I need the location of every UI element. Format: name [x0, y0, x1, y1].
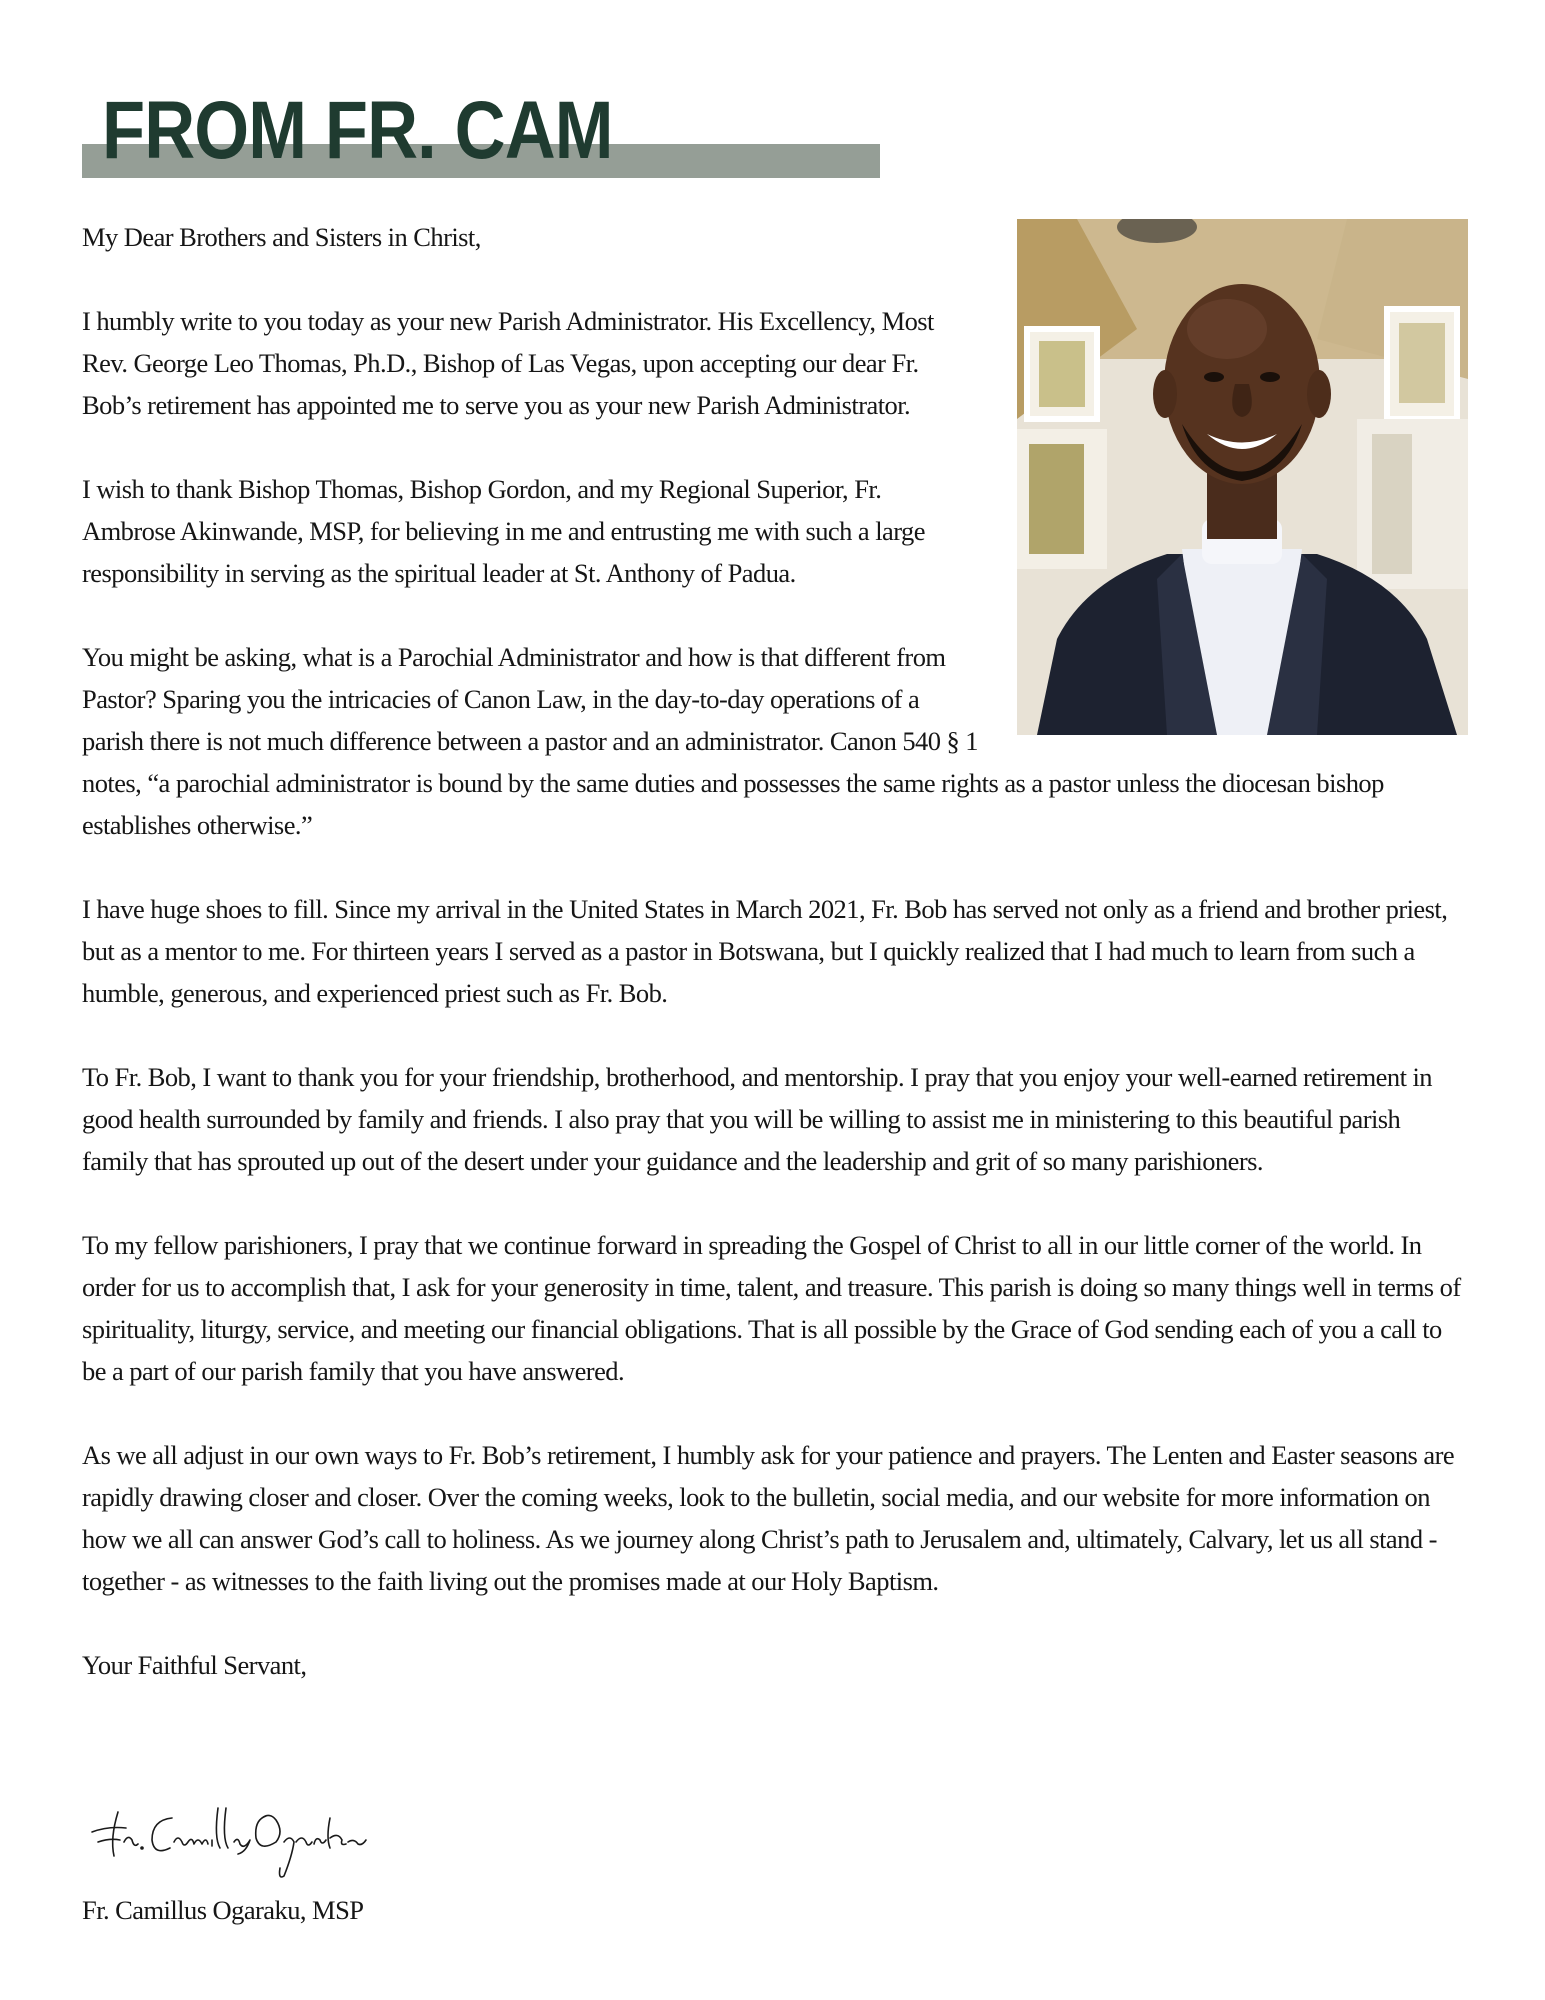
- letter-paragraph: You might be asking, what is a Parochial Administrator and how is that different from Pastor? Sparing you the intricacies of Canon Law, in the day-to-day operations of a parish there is not much difference between a pastor and an administrator. Canon 540 § 1 notes, “a parochial administrator is bound by the same duties and possesses the same rights as a pastor unless the diocesan bishop establishes otherwise.”: [82, 642, 1384, 840]
- letter-paragraph: I wish to thank Bishop Thomas, Bishop Gordon, and my Regional Superior, Fr. Ambrose Akinwande, MSP, for believing in me and entrusting me with such a large responsibility in serving as the spiritual leader at St. Anthony of Padua.: [82, 474, 925, 588]
- signature-image: [88, 1798, 368, 1882]
- salutation: My Dear Brothers and Sisters in Christ,: [82, 222, 481, 252]
- letter-paragraph: I humbly write to you today as your new Parish Administrator. His Excellency, Most Rev. George Leo Thomas, Ph.D., Bishop of Las Vegas, upon accepting our dear Fr. Bob’s retirement has appointed me to serve you as your new Parish Administrator.: [82, 306, 934, 420]
- letter-paragraph: I have huge shoes to fill. Since my arrival in the United States in March 2021, Fr. Bob has served not only as a friend and brother priest, but as a mentor to me. For thirteen years I served as a pastor in Botswana, but I quickly realized that I had much to learn from such a humble, generous, and experienced priest such as Fr. Bob.: [82, 894, 1448, 1008]
- letter-body: [82, 216, 1470, 1728]
- letter-paragraph: To Fr. Bob, I want to thank you for your friendship, brotherhood, and mentorship. I pray that you enjoy your well-earned retirement in good health surrounded by family and friends. I also pray that you will be willing to assist me in ministering to this beautiful parish family that has sprouted up out of the desert under your guidance and the leadership and grit of so many parishioners.: [82, 1062, 1432, 1176]
- letter-paragraph: To my fellow parishioners, I pray that we continue forward in spreading the Gospel of Christ to all in our little corner of the world. In order for us to accomplish that, I ask for your generosity in time, talent, and treasure. This parish is doing so many things well in terms of spirituality, liturgy, service, and meeting our financial obligations. That is all possible by the Grace of God sending each of you a call to be a part of our parish family that you have answered.: [82, 1230, 1461, 1386]
- photo-space: [978, 216, 1470, 734]
- closing: Your Faithful Servant,: [82, 1650, 307, 1680]
- signer-name: Fr. Camillus Ogaraku, MSP: [82, 1895, 364, 1925]
- letter-paragraph: As we all adjust in our own ways to Fr. Bob’s retirement, I humbly ask for your patience and prayers. The Lenten and Easter seasons are rapidly drawing closer and closer. Over the coming weeks, look to the bulletin, social media, and our website for more information on how we all can answer God’s call to holiness. As we journey along Christ’s path to Jerusalem and, ultimately, Calvary, let us all stand - together - as witnesses to the faith living out the promises made at our Holy Baptism.: [82, 1440, 1455, 1596]
- page-title: FROM FR. CAM: [102, 85, 613, 176]
